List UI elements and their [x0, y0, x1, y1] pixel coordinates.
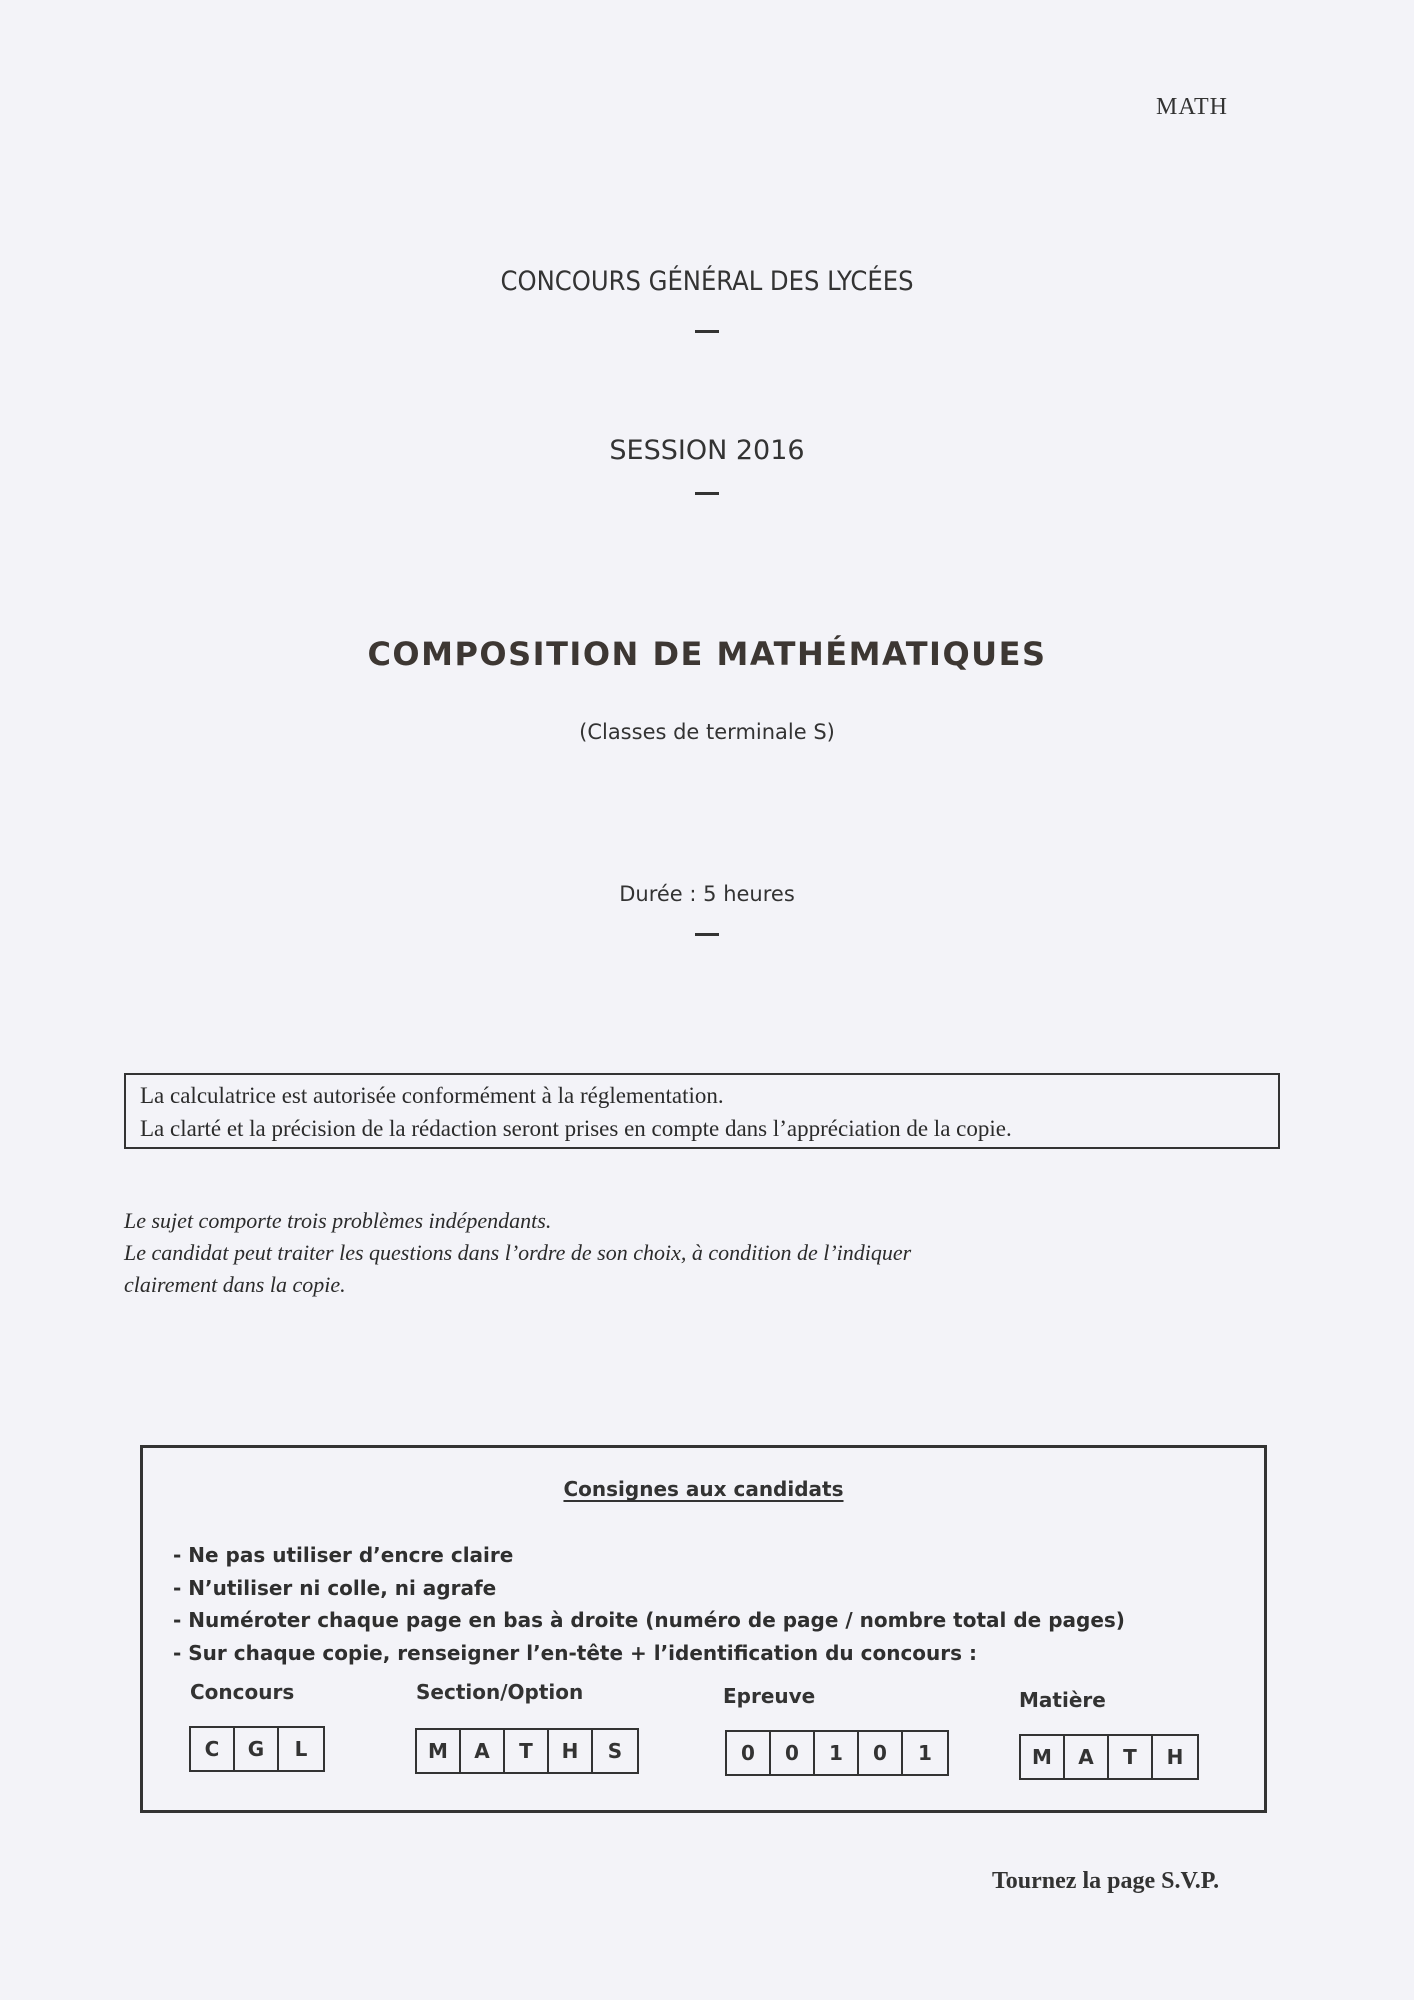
field-cell: L [294, 1737, 308, 1761]
instructions-list [173, 1539, 1125, 1669]
class-label: (Classes de terminale S) [579, 720, 835, 744]
intro-text [124, 1205, 1124, 1301]
field-cell: A [461, 1730, 505, 1772]
instruction-item: - N’utiliser ni colle, ni agrafe [173, 1575, 497, 1600]
subject-tag: MATH [1156, 94, 1229, 120]
field-cell: H [1166, 1745, 1184, 1769]
intro-line: clairement dans la copie. [124, 1272, 346, 1297]
field-label-section: Section/Option [416, 1680, 584, 1704]
separator-dash [695, 492, 719, 495]
turn-page-note: Tournez la page S.V.P. [992, 1868, 1220, 1894]
instructions-title-text: Consignes aux candidats [563, 1477, 844, 1501]
field-boxes-section [415, 1728, 639, 1774]
field-label-concours: Concours [190, 1680, 295, 1704]
field-cell: C [191, 1728, 235, 1770]
duration-label: Durée : 5 heures [619, 882, 795, 906]
field-boxes-epreuve [725, 1730, 949, 1776]
field-cell: M [1021, 1736, 1065, 1778]
field-cell: 0 [727, 1732, 771, 1774]
field-cell: A [1065, 1736, 1109, 1778]
field-cell: H [549, 1730, 593, 1772]
instruction-item: - Numéroter chaque page en bas à droite (numéro de page / nombre total de pages) [173, 1608, 1125, 1632]
rule-clarity: La clarté et la précision de la rédaction seront prises en compte dans l’appréciation de la copie. [140, 1116, 1012, 1141]
intro-line: Le candidat peut traiter les questions dans l’ordre de son choix, à condition de l’indiquer [124, 1240, 912, 1265]
instruction-item: - Sur chaque copie, renseigner l’en-tête + l’identification du concours : [173, 1640, 978, 1665]
instructions-title [143, 1477, 1264, 1501]
rule-calculator: La calculatrice est autorisée conformément à la réglementation. [140, 1083, 724, 1108]
session-title: SESSION 2016 [609, 435, 805, 466]
field-cell: S [607, 1739, 623, 1763]
instruction-item: - Ne pas utiliser d’encre claire [173, 1543, 514, 1567]
field-cell: 0 [859, 1732, 903, 1774]
rules-box [124, 1073, 1280, 1149]
field-label-matiere: Matière [1019, 1688, 1106, 1712]
field-cell: 1 [918, 1741, 932, 1765]
separator-dash [695, 330, 719, 333]
composition-title: COMPOSITION DE MATHÉMATIQUES [367, 635, 1047, 673]
field-cell: M [417, 1730, 461, 1772]
intro-line: Le sujet comporte trois problèmes indépendants. [124, 1208, 552, 1233]
field-label-epreuve: Epreuve [723, 1684, 816, 1708]
field-cell: 0 [771, 1732, 815, 1774]
field-cell: T [1109, 1736, 1153, 1778]
field-cell: G [235, 1728, 279, 1770]
field-boxes-concours [189, 1726, 325, 1772]
field-cell: 1 [815, 1732, 859, 1774]
separator-dash [695, 933, 719, 936]
instructions-box [140, 1445, 1267, 1813]
contest-title: CONCOURS GÉNÉRAL DES LYCÉES [500, 266, 914, 297]
field-cell: T [505, 1730, 549, 1772]
field-boxes-matiere [1019, 1734, 1199, 1780]
